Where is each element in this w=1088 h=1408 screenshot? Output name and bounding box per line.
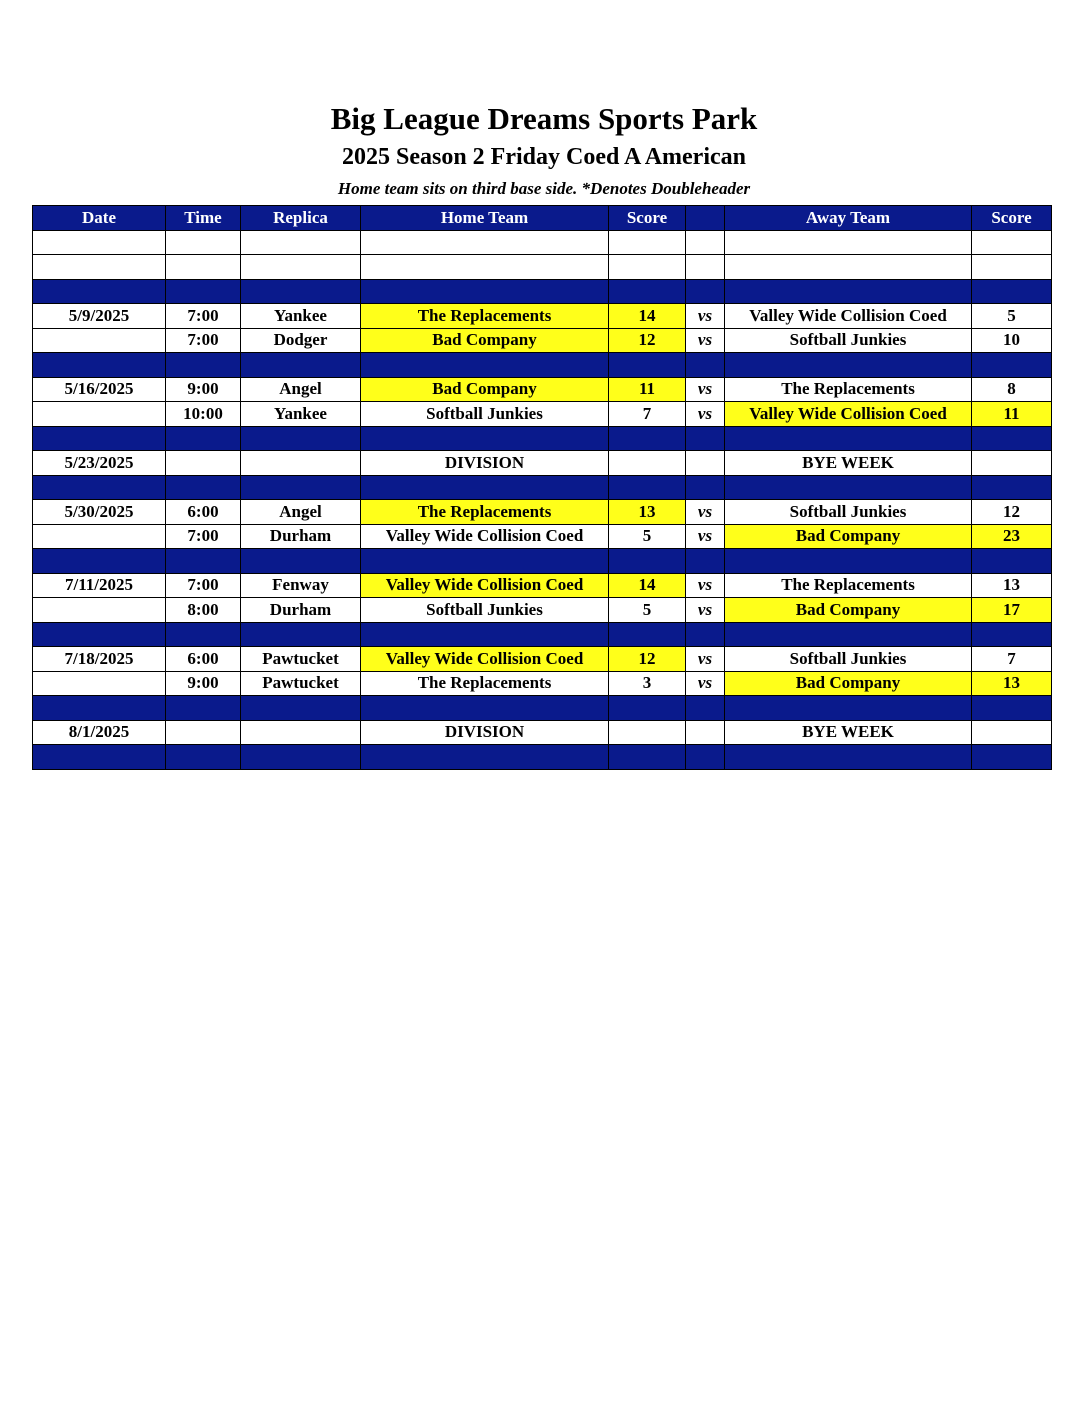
- away-score-cell: [972, 696, 1052, 721]
- time-cell: [166, 475, 241, 500]
- date-cell: 5/30/2025: [33, 500, 166, 525]
- separator-row: [33, 353, 1052, 378]
- replica-cell: [241, 255, 361, 280]
- home-score-cell: 5: [609, 598, 686, 623]
- home-team-cell: The Replacements: [361, 304, 609, 329]
- home-team-cell: Softball Junkies: [361, 402, 609, 427]
- date-cell: 7/11/2025: [33, 573, 166, 598]
- replica-cell: [241, 475, 361, 500]
- home-team-cell: [361, 745, 609, 770]
- vs-cell: [686, 255, 725, 280]
- away-team-cell: [725, 622, 972, 647]
- replica-cell: Yankee: [241, 402, 361, 427]
- time-cell: [166, 451, 241, 476]
- away-team-cell: Softball Junkies: [725, 647, 972, 672]
- vs-cell: vs: [686, 377, 725, 402]
- col-header-replica: Replica: [241, 206, 361, 231]
- home-score-cell: [609, 622, 686, 647]
- vs-cell: [686, 353, 725, 378]
- time-cell: [166, 549, 241, 574]
- blank-row: [33, 255, 1052, 280]
- time-cell: [166, 745, 241, 770]
- replica-cell: Dodger: [241, 328, 361, 353]
- home-score-cell: [609, 255, 686, 280]
- home-team-cell: [361, 475, 609, 500]
- vs-cell: vs: [686, 598, 725, 623]
- away-score-cell: 13: [972, 573, 1052, 598]
- away-team-cell: Valley Wide Collision Coed: [725, 402, 972, 427]
- vs-cell: [686, 451, 725, 476]
- away-score-cell: [972, 451, 1052, 476]
- game-row: [33, 500, 1052, 525]
- replica-cell: Pawtucket: [241, 647, 361, 672]
- schedule-note: Home team sits on third base side. *Denotes Doubleheader: [337, 179, 751, 198]
- replica-cell: [241, 549, 361, 574]
- away-score-cell: [972, 230, 1052, 255]
- away-score-cell: 5: [972, 304, 1052, 329]
- away-team-cell: [725, 696, 972, 721]
- vs-cell: [686, 696, 725, 721]
- away-team-cell: BYE WEEK: [725, 451, 972, 476]
- vs-cell: [686, 745, 725, 770]
- home-team-cell: Bad Company: [361, 328, 609, 353]
- away-score-cell: 8: [972, 377, 1052, 402]
- col-header-home-score: Score: [609, 206, 686, 231]
- col-header-vs: [686, 206, 725, 231]
- time-cell: [166, 230, 241, 255]
- home-score-cell: [609, 353, 686, 378]
- vs-cell: [686, 279, 725, 304]
- vs-cell: vs: [686, 402, 725, 427]
- separator-row: [33, 549, 1052, 574]
- replica-cell: Durham: [241, 598, 361, 623]
- game-row: [33, 304, 1052, 329]
- away-score-cell: [972, 279, 1052, 304]
- away-score-cell: 17: [972, 598, 1052, 623]
- home-team-cell: DIVISION: [361, 720, 609, 745]
- home-score-cell: [609, 230, 686, 255]
- separator-row: [33, 696, 1052, 721]
- away-score-cell: 11: [972, 402, 1052, 427]
- away-team-cell: [725, 353, 972, 378]
- replica-cell: Angel: [241, 500, 361, 525]
- time-cell: 6:00: [166, 647, 241, 672]
- away-team-cell: BYE WEEK: [725, 720, 972, 745]
- game-row: [33, 573, 1052, 598]
- vs-cell: vs: [686, 671, 725, 696]
- away-score-cell: [972, 255, 1052, 280]
- time-cell: [166, 696, 241, 721]
- vs-cell: [686, 720, 725, 745]
- game-row: [33, 377, 1052, 402]
- blank-row: [33, 230, 1052, 255]
- time-cell: 8:00: [166, 598, 241, 623]
- date-cell: [33, 328, 166, 353]
- replica-cell: [241, 279, 361, 304]
- home-team-cell: Bad Company: [361, 377, 609, 402]
- date-cell: 5/16/2025: [33, 377, 166, 402]
- home-team-cell: The Replacements: [361, 671, 609, 696]
- col-header-time: Time: [166, 206, 241, 231]
- away-score-cell: 13: [972, 671, 1052, 696]
- page-title: Big League Dreams Sports Park: [330, 101, 758, 136]
- vs-cell: vs: [686, 500, 725, 525]
- home-score-cell: [609, 696, 686, 721]
- date-cell: [33, 549, 166, 574]
- away-score-cell: [972, 475, 1052, 500]
- home-score-cell: 14: [609, 573, 686, 598]
- replica-cell: [241, 720, 361, 745]
- away-team-cell: [725, 745, 972, 770]
- time-cell: 10:00: [166, 402, 241, 427]
- time-cell: 7:00: [166, 524, 241, 549]
- home-score-cell: [609, 279, 686, 304]
- date-cell: [33, 696, 166, 721]
- home-team-cell: Valley Wide Collision Coed: [361, 647, 609, 672]
- header-row: [33, 206, 1052, 231]
- away-score-cell: [972, 353, 1052, 378]
- date-cell: [33, 745, 166, 770]
- time-cell: 9:00: [166, 671, 241, 696]
- away-score-cell: [972, 720, 1052, 745]
- away-team-cell: The Replacements: [725, 573, 972, 598]
- col-header-date: Date: [33, 206, 166, 231]
- col-header-away-team: Away Team: [725, 206, 972, 231]
- date-cell: [33, 598, 166, 623]
- home-score-cell: [609, 549, 686, 574]
- time-cell: [166, 353, 241, 378]
- home-team-cell: [361, 622, 609, 647]
- time-cell: [166, 426, 241, 451]
- time-cell: 7:00: [166, 573, 241, 598]
- schedule-table: [32, 205, 1052, 770]
- home-score-cell: [609, 475, 686, 500]
- date-cell: [33, 671, 166, 696]
- separator-row: [33, 279, 1052, 304]
- date-cell: [33, 622, 166, 647]
- home-score-cell: 14: [609, 304, 686, 329]
- separator-row: [33, 622, 1052, 647]
- away-team-cell: [725, 475, 972, 500]
- vs-cell: vs: [686, 573, 725, 598]
- home-team-cell: [361, 255, 609, 280]
- away-team-cell: Bad Company: [725, 524, 972, 549]
- away-team-cell: [725, 426, 972, 451]
- separator-row: [33, 475, 1052, 500]
- time-cell: [166, 622, 241, 647]
- schedule-body: [33, 230, 1052, 769]
- away-score-cell: [972, 745, 1052, 770]
- home-score-cell: 11: [609, 377, 686, 402]
- away-score-cell: [972, 426, 1052, 451]
- col-header-away-score: Score: [972, 206, 1052, 231]
- replica-cell: [241, 230, 361, 255]
- replica-cell: [241, 451, 361, 476]
- replica-cell: [241, 745, 361, 770]
- away-team-cell: The Replacements: [725, 377, 972, 402]
- away-score-cell: 10: [972, 328, 1052, 353]
- date-cell: [33, 230, 166, 255]
- game-row: [33, 402, 1052, 427]
- home-team-cell: [361, 279, 609, 304]
- replica-cell: Fenway: [241, 573, 361, 598]
- home-team-cell: Valley Wide Collision Coed: [361, 573, 609, 598]
- home-score-cell: 12: [609, 647, 686, 672]
- replica-cell: Pawtucket: [241, 671, 361, 696]
- date-cell: 5/9/2025: [33, 304, 166, 329]
- date-cell: [33, 353, 166, 378]
- home-team-cell: The Replacements: [361, 500, 609, 525]
- away-score-cell: 7: [972, 647, 1052, 672]
- home-team-cell: Valley Wide Collision Coed: [361, 524, 609, 549]
- away-team-cell: [725, 230, 972, 255]
- home-team-cell: [361, 353, 609, 378]
- home-score-cell: 7: [609, 402, 686, 427]
- time-cell: [166, 279, 241, 304]
- replica-cell: Durham: [241, 524, 361, 549]
- date-cell: [33, 475, 166, 500]
- home-team-cell: DIVISION: [361, 451, 609, 476]
- game-row: [33, 328, 1052, 353]
- home-score-cell: [609, 426, 686, 451]
- home-team-cell: [361, 549, 609, 574]
- separator-row: [33, 426, 1052, 451]
- time-cell: 6:00: [166, 500, 241, 525]
- home-team-cell: [361, 230, 609, 255]
- game-row: [33, 647, 1052, 672]
- date-cell: [33, 255, 166, 280]
- date-cell: [33, 524, 166, 549]
- away-score-cell: 23: [972, 524, 1052, 549]
- home-team-cell: [361, 696, 609, 721]
- time-cell: [166, 720, 241, 745]
- game-row: [33, 671, 1052, 696]
- home-score-cell: 13: [609, 500, 686, 525]
- away-score-cell: 12: [972, 500, 1052, 525]
- time-cell: 7:00: [166, 304, 241, 329]
- home-score-cell: 3: [609, 671, 686, 696]
- time-cell: 7:00: [166, 328, 241, 353]
- away-team-cell: Valley Wide Collision Coed: [725, 304, 972, 329]
- replica-cell: [241, 353, 361, 378]
- home-team-cell: [361, 426, 609, 451]
- game-row: [33, 524, 1052, 549]
- replica-cell: [241, 426, 361, 451]
- home-team-cell: Softball Junkies: [361, 598, 609, 623]
- replica-cell: Yankee: [241, 304, 361, 329]
- home-score-cell: [609, 451, 686, 476]
- vs-cell: [686, 426, 725, 451]
- replica-cell: [241, 622, 361, 647]
- away-team-cell: Bad Company: [725, 671, 972, 696]
- vs-cell: vs: [686, 328, 725, 353]
- vs-cell: vs: [686, 304, 725, 329]
- home-score-cell: 5: [609, 524, 686, 549]
- away-team-cell: Softball Junkies: [725, 500, 972, 525]
- replica-cell: [241, 696, 361, 721]
- away-team-cell: Softball Junkies: [725, 328, 972, 353]
- date-cell: 7/18/2025: [33, 647, 166, 672]
- date-cell: 8/1/2025: [33, 720, 166, 745]
- game-row: [33, 720, 1052, 745]
- home-score-cell: [609, 720, 686, 745]
- replica-cell: Angel: [241, 377, 361, 402]
- away-score-cell: [972, 622, 1052, 647]
- away-team-cell: [725, 279, 972, 304]
- home-score-cell: [609, 745, 686, 770]
- game-row: [33, 598, 1052, 623]
- date-cell: [33, 426, 166, 451]
- page-subtitle: 2025 Season 2 Friday Coed A American: [341, 144, 746, 170]
- away-team-cell: Bad Company: [725, 598, 972, 623]
- date-cell: [33, 402, 166, 427]
- away-team-cell: [725, 549, 972, 574]
- time-cell: 9:00: [166, 377, 241, 402]
- time-cell: [166, 255, 241, 280]
- game-row: [33, 451, 1052, 476]
- date-cell: 5/23/2025: [33, 451, 166, 476]
- away-score-cell: [972, 549, 1052, 574]
- vs-cell: [686, 230, 725, 255]
- col-header-home-team: Home Team: [361, 206, 609, 231]
- vs-cell: [686, 622, 725, 647]
- home-score-cell: 12: [609, 328, 686, 353]
- vs-cell: [686, 475, 725, 500]
- vs-cell: [686, 549, 725, 574]
- away-team-cell: [725, 255, 972, 280]
- vs-cell: vs: [686, 647, 725, 672]
- vs-cell: vs: [686, 524, 725, 549]
- separator-row: [33, 745, 1052, 770]
- date-cell: [33, 279, 166, 304]
